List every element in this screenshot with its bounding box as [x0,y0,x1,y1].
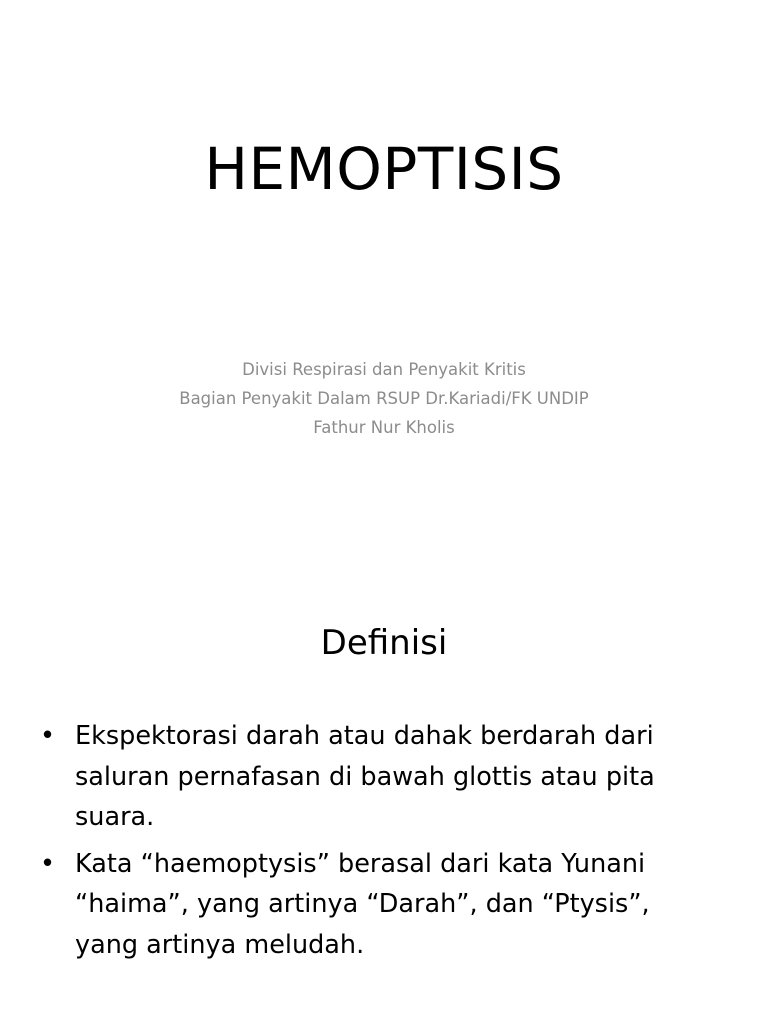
slide-title: Definisi [320,623,448,663]
bullet-dot-icon: • [40,848,56,879]
subtitle-author: Fathur Nur Kholis [313,418,455,437]
bullet-list [40,716,710,971]
subtitle-department: Bagian Penyakit Dalam RSUP Dr.Kariadi/FK UNDIP [179,389,589,408]
bullet-text: Ekspektorasi darah atau dahak berdarah dari saluran pernafasan di bawah glottis atau pita suara. [75,721,655,832]
subtitle-division: Divisi Respirasi dan Penyakit Kritis [242,360,526,379]
presentation-subtitle [0,355,768,442]
bullet-text: Kata “haemoptysis” berasal dari kata Yunani “haima”, yang artinya “Darah”, dan “Ptysis”, yang artinya meludah. [75,848,650,960]
bullet-item [40,716,710,838]
bullet-dot-icon: • [40,721,56,751]
bullet-item [40,844,710,966]
definition-slide [0,576,768,1024]
presentation-title: HEMOPTISIS [204,135,564,203]
